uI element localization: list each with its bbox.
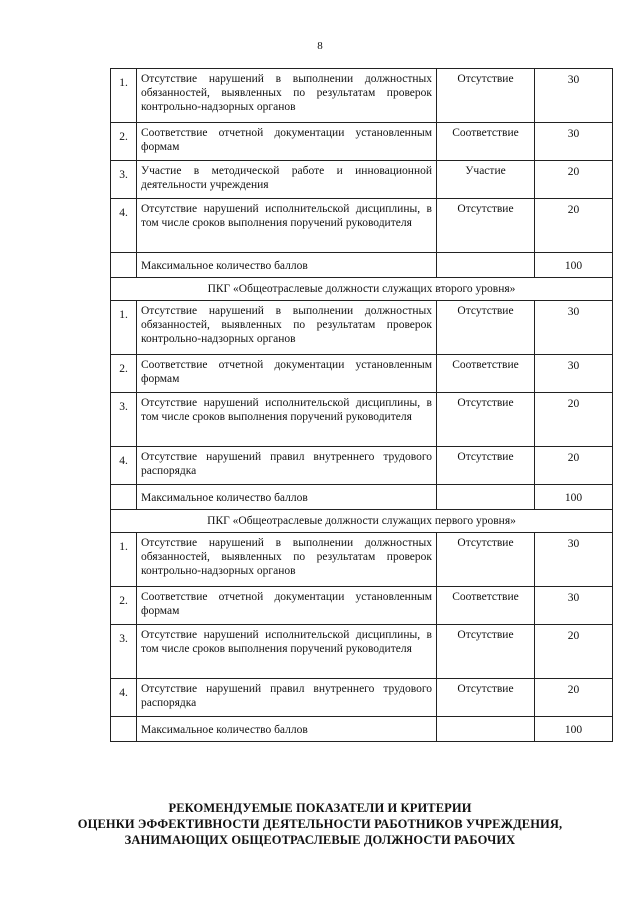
table-row xyxy=(111,679,613,717)
criterion-value: Отсутствие xyxy=(437,393,535,447)
criterion-score: 20 xyxy=(535,447,613,485)
row-number: 4. xyxy=(111,447,137,485)
table-row xyxy=(111,199,613,253)
total-label: Максимальное количество баллов xyxy=(137,485,437,510)
criterion-value: Отсутствие xyxy=(437,199,535,253)
criterion-score: 30 xyxy=(535,533,613,587)
criterion-value: Отсутствие xyxy=(437,69,535,123)
criteria-table xyxy=(110,68,613,742)
row-number: 3. xyxy=(111,625,137,679)
criterion-text: Соответствие отчетной документации установленным формам xyxy=(137,587,437,625)
criterion-value: Отсутствие xyxy=(437,301,535,355)
heading-line-1: РЕКОМЕНДУЕМЫЕ ПОКАЗАТЕЛИ И КРИТЕРИИ xyxy=(168,801,472,815)
row-number: 2. xyxy=(111,123,137,161)
criterion-value: Отсутствие xyxy=(437,679,535,717)
criterion-score: 30 xyxy=(535,587,613,625)
group-header-row xyxy=(111,278,613,301)
criterion-value: Отсутствие xyxy=(437,447,535,485)
table-row xyxy=(111,393,613,447)
criterion-text: Участие в методической работе и инновационной деятельности учреждения xyxy=(137,161,437,199)
table-row xyxy=(111,123,613,161)
row-number: 1. xyxy=(111,533,137,587)
criterion-score: 30 xyxy=(535,69,613,123)
group-header-row xyxy=(111,510,613,533)
criterion-score: 20 xyxy=(535,625,613,679)
total-score: 100 xyxy=(535,717,613,742)
criterion-value: Отсутствие xyxy=(437,625,535,679)
row-number: 4. xyxy=(111,199,137,253)
row-number: 1. xyxy=(111,69,137,123)
table-row xyxy=(111,587,613,625)
total-row xyxy=(111,253,613,278)
table-row xyxy=(111,355,613,393)
criterion-value: Участие xyxy=(437,161,535,199)
table-row xyxy=(111,625,613,679)
criterion-score: 20 xyxy=(535,679,613,717)
table-row xyxy=(111,533,613,587)
table-row xyxy=(111,301,613,355)
total-score: 100 xyxy=(535,485,613,510)
group-title: ПКГ «Общеотраслевые должности служащих первого уровня» xyxy=(111,510,613,533)
criterion-value: Соответствие xyxy=(437,587,535,625)
heading-line-3: ЗАНИМАЮЩИХ ОБЩЕОТРАСЛЕВЫЕ ДОЛЖНОСТИ РАБОЧИХ xyxy=(124,833,516,847)
total-row xyxy=(111,485,613,510)
criterion-score: 20 xyxy=(535,199,613,253)
criterion-value: Соответствие xyxy=(437,355,535,393)
criterion-text: Отсутствие нарушений в выполнении должностных обязанностей, выявленных по результатам проверок контрольно-надзорных органов xyxy=(137,301,437,355)
criterion-text: Отсутствие нарушений исполнительской дисциплины, в том числе сроков выполнения поручений руководителя xyxy=(137,625,437,679)
criterion-text: Отсутствие нарушений исполнительской дисциплины, в том числе сроков выполнения поручений руководителя xyxy=(137,393,437,447)
row-number: 3. xyxy=(111,161,137,199)
criterion-score: 30 xyxy=(535,301,613,355)
row-number: 3. xyxy=(111,393,137,447)
criterion-score: 20 xyxy=(535,161,613,199)
page-number: 8 xyxy=(317,40,323,52)
criterion-score: 20 xyxy=(535,393,613,447)
criterion-score: 30 xyxy=(535,123,613,161)
total-row xyxy=(111,717,613,742)
criterion-value: Соответствие xyxy=(437,123,535,161)
section-heading xyxy=(0,800,640,848)
table-row xyxy=(111,69,613,123)
criterion-text: Соответствие отчетной документации установленным формам xyxy=(137,355,437,393)
row-number: 2. xyxy=(111,355,137,393)
criterion-text: Отсутствие нарушений в выполнении должностных обязанностей, выявленных по результатам проверок контрольно-надзорных органов xyxy=(137,69,437,123)
criterion-text: Соответствие отчетной документации установленным формам xyxy=(137,123,437,161)
table-row xyxy=(111,447,613,485)
criterion-value: Отсутствие xyxy=(437,533,535,587)
table-row xyxy=(111,161,613,199)
criterion-text: Отсутствие нарушений в выполнении должностных обязанностей, выявленных по результатам проверок контрольно-надзорных органов xyxy=(137,533,437,587)
row-number: 2. xyxy=(111,587,137,625)
criterion-score: 30 xyxy=(535,355,613,393)
criterion-text: Отсутствие нарушений исполнительской дисциплины, в том числе сроков выполнения поручений руководителя xyxy=(137,199,437,253)
row-number: 4. xyxy=(111,679,137,717)
total-label: Максимальное количество баллов xyxy=(137,717,437,742)
row-number: 1. xyxy=(111,301,137,355)
group-title: ПКГ «Общеотраслевые должности служащих второго уровня» xyxy=(111,278,613,301)
total-score: 100 xyxy=(535,253,613,278)
criterion-text: Отсутствие нарушений правил внутреннего трудового распорядка xyxy=(137,447,437,485)
criterion-text: Отсутствие нарушений правил внутреннего трудового распорядка xyxy=(137,679,437,717)
heading-line-2: ОЦЕНКИ ЭФФЕКТИВНОСТИ ДЕЯТЕЛЬНОСТИ РАБОТНИКОВ УЧРЕЖДЕНИЯ, xyxy=(77,817,563,831)
total-label: Максимальное количество баллов xyxy=(137,253,437,278)
